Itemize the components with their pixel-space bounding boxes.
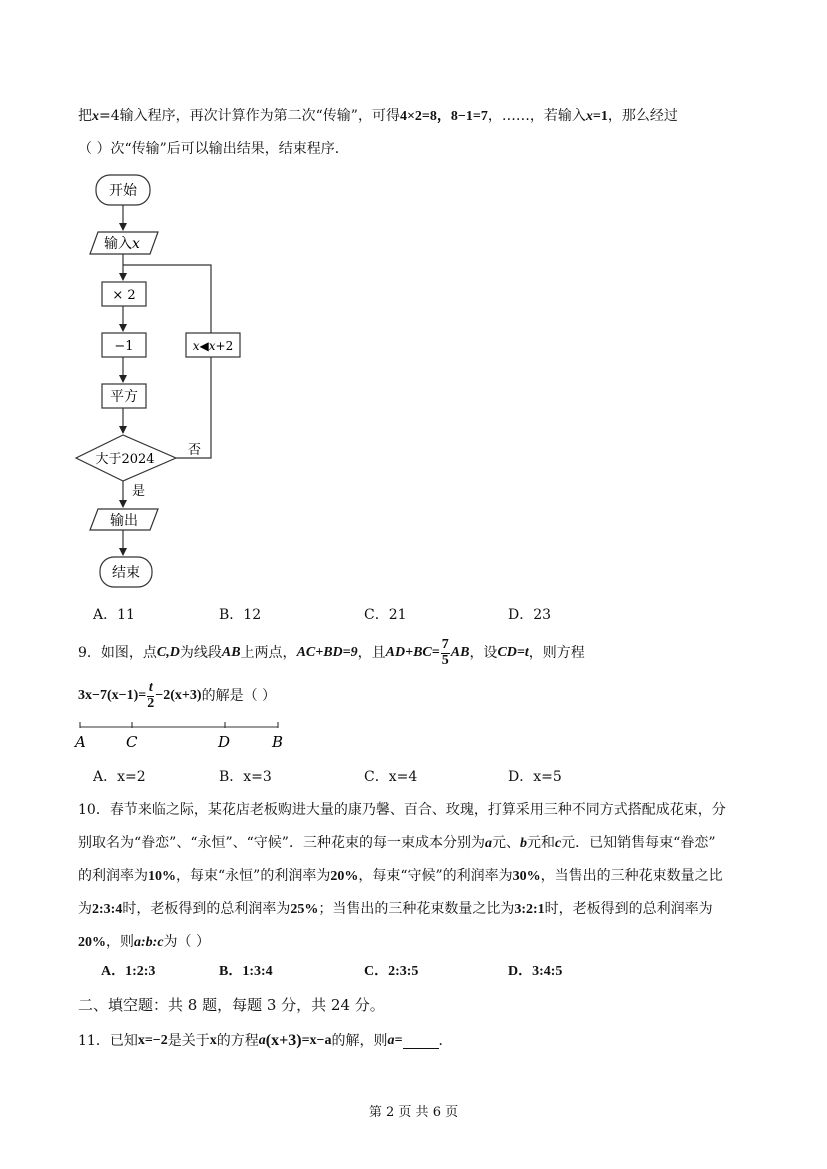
q9-option-b: B．x=3 (219, 769, 272, 785)
q10-line5: 20%，则a:b:c为（ ） (78, 934, 210, 950)
q8-line1: 把x=4输入程序，再次计算作为第二次“传输”，可得4×2=8，8−1=7，……，若输入x=1，那么经过 (78, 108, 678, 124)
q8-line2: （ ）次“传输”后可以输出结果，结束程序． (78, 141, 349, 157)
q10-line1: 10．春节来临之际，某花店老板购进大量的康乃馨、百合、玫瑰，打算采用三种不同方式搭配成花束，分 (78, 802, 726, 818)
flow-output-label: 输出 (110, 513, 138, 529)
q10-line2: 别取名为“眷恋”、“永恒”、“守候”．三种花束的每一束成本分别为a元、b元和c元．已知销售每束“眷恋” (78, 835, 716, 851)
q10-option-b: B．1:3:4 (219, 964, 273, 979)
flow-no-label: 否 (188, 443, 202, 458)
answer-blank[interactable] (403, 1034, 439, 1049)
q9-fraction-2: $\frac{t}{2}$ (147, 679, 155, 711)
q8-option-a: A．11 (93, 607, 135, 623)
q8-option-d: D．23 (508, 607, 552, 623)
point-d-label: D (218, 733, 231, 751)
section-header-fill-in: 二、填空题：共 8 题，每题 3 分，共 24 分。 (78, 996, 385, 1014)
q8-option-b: B．12 (219, 607, 262, 623)
flow-input-label: 输入x (104, 236, 140, 252)
q10-option-c: C．2:3:5 (364, 964, 419, 979)
flow-minus1-label: −1 (114, 339, 134, 354)
point-c-label: C (126, 733, 138, 751)
q9-line1: 9．如图，点 C,D 为线段 AB 上两点， AC+BD=9 ，且 AD+BC= $\frac{7}{5}$ AB ，设 CD=t ，则方程 (78, 636, 585, 668)
q10-line3: 的利润率为10%，每束“永恒”的利润率为20%，每束“守候”的利润率为30%，当售出的三种花束数量之比 (78, 868, 723, 884)
q9-segment-figure (70, 718, 300, 752)
q9-option-c: C．x=4 (364, 769, 418, 785)
q10-option-a: A．1:2:3 (101, 964, 156, 979)
flow-times2-label: × 2 (112, 288, 136, 303)
flow-end-label: 结束 (112, 565, 140, 581)
flow-square-label: 平方 (110, 389, 138, 405)
flow-decision-label: 大于2024 (95, 452, 155, 467)
q9-option-d: D．x=5 (508, 769, 562, 785)
q8-option-c: C．21 (364, 607, 407, 623)
point-a-label: A (75, 733, 86, 751)
q9-fraction: $\frac{7}{5}$ (441, 636, 449, 668)
flow-yes-label: 是 (132, 484, 146, 499)
q9-option-a: A．x=2 (93, 769, 146, 785)
page-footer: 第 2 页 共 6 页 (368, 1105, 459, 1120)
flow-start-label: 开始 (109, 183, 137, 199)
point-b-label: B (272, 733, 284, 751)
q10-line4: 为2:3:4时，老板得到的总利润率为25%；当售出的三种花束数量之比为3:2:1时，老板得到的总利润率为 (78, 901, 713, 917)
q10-option-d: D．3:4:5 (508, 964, 563, 979)
q8-flowchart (70, 170, 270, 590)
q11-line: 11．已知 x=−2 是关于 x 的方程 a (x+3) =x−a 的解，则 a= ． (78, 1032, 453, 1049)
flow-update-label: x◀x+2 (192, 339, 234, 353)
q9-line2: 3x−7 (x−1) = $\frac{t}{2}$ −2 (x+3) 的解是（ ） (78, 679, 277, 711)
